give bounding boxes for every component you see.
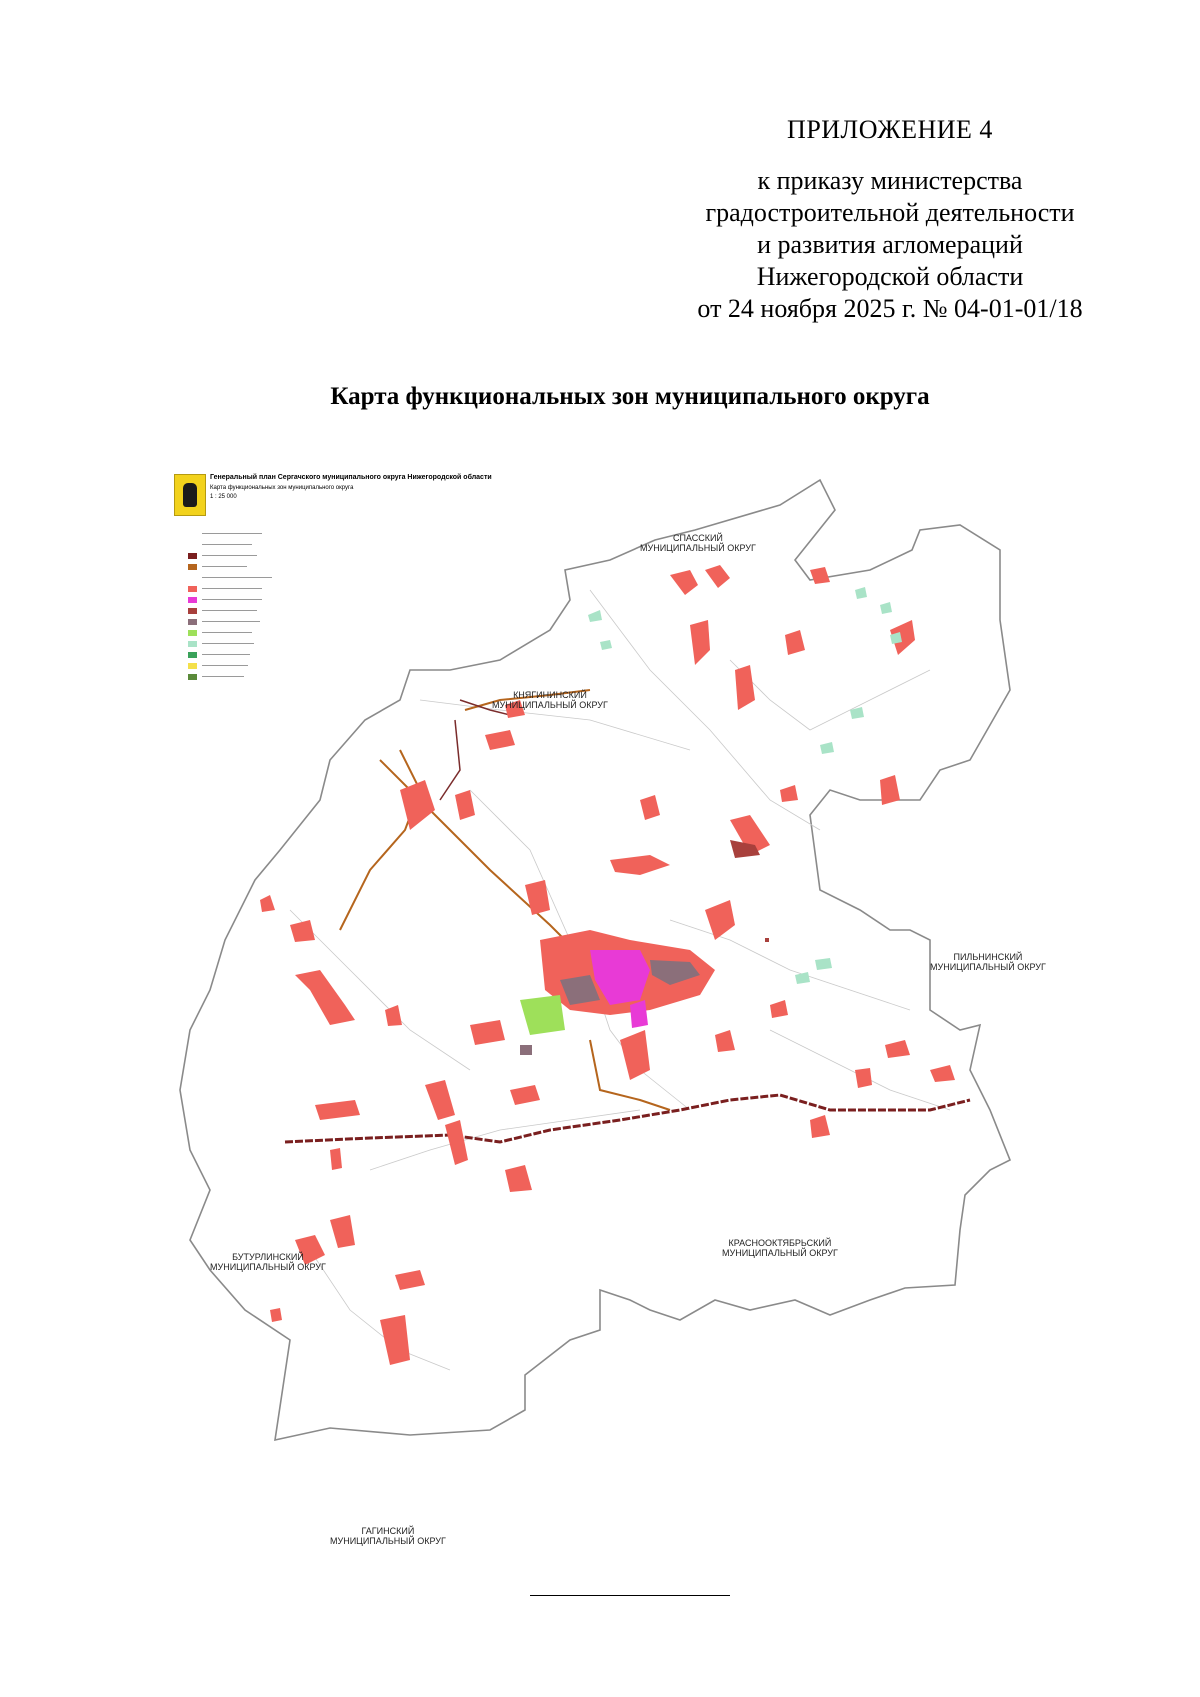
special-zone-2 [765, 938, 769, 942]
legend-row [174, 541, 274, 550]
legend-row [174, 618, 274, 627]
legend-row [174, 607, 274, 616]
legend-scale: 1 : 25 000 [210, 494, 237, 500]
legend-row [174, 629, 274, 638]
neighbor-spassky: СПАССКИЙ МУНИЦИПАЛЬНЫЙ ОКРУГ [640, 533, 756, 553]
appendix-line-1: к приказу министерства [757, 166, 1023, 195]
legend-row [174, 640, 274, 649]
bear-icon [183, 483, 197, 507]
appendix-header [650, 115, 1130, 325]
legend-row [174, 662, 274, 671]
legend-row [174, 574, 274, 583]
legend-row [174, 585, 274, 594]
special-zone-1 [520, 1045, 532, 1055]
appendix-title: ПРИЛОЖЕНИЕ 4 [787, 115, 993, 144]
appendix-line-4: Нижегородской области [756, 262, 1024, 291]
legend-row [174, 530, 274, 539]
neighbor-krasnooktyabrsky: КРАСНООКТЯБРЬСКИЙ МУНИЦИПАЛЬНЫЙ ОКРУГ [722, 1238, 838, 1258]
legend-row [174, 596, 274, 605]
document-title: Карта функциональных зон муниципального округа [330, 383, 930, 410]
legend-subtitle: Карта функциональных зон муниципального округа [210, 485, 354, 491]
footer-rule [530, 1595, 730, 1596]
legend-rows [174, 530, 274, 684]
legend-title: Генеральный план Сергачского муниципального округа Нижегородской области [210, 474, 492, 481]
legend-row [174, 651, 274, 660]
neighbor-pilninsky: ПИЛЬНИНСКИЙ МУНИЦИПАЛЬНЫЙ ОКРУГ [930, 952, 1046, 972]
legend-row [174, 563, 274, 572]
neighbor-gaginsky: ГАГИНСКИЙ МУНИЦИПАЛЬНЫЙ ОКРУГ [330, 1526, 446, 1546]
coat-of-arms-icon [174, 474, 206, 516]
appendix-line-3: и развития агломераций [757, 230, 1023, 259]
legend-row [174, 552, 274, 561]
appendix-line-2: градостроительной деятельности [705, 198, 1075, 227]
neighbor-buturlinsky: БУТУРЛИНСКИЙ МУНИЦИПАЛЬНЫЙ ОКРУГ [210, 1252, 326, 1272]
legend-row [174, 673, 274, 682]
legend-header [172, 472, 492, 522]
map-legend [172, 472, 492, 772]
appendix-line-5: от 24 ноября 2025 г. № 04-01-01/18 [697, 294, 1083, 323]
neighbor-knyagininsky: КНЯГИНИНСКИЙ МУНИЦИПАЛЬНЫЙ ОКРУГ [492, 690, 608, 710]
